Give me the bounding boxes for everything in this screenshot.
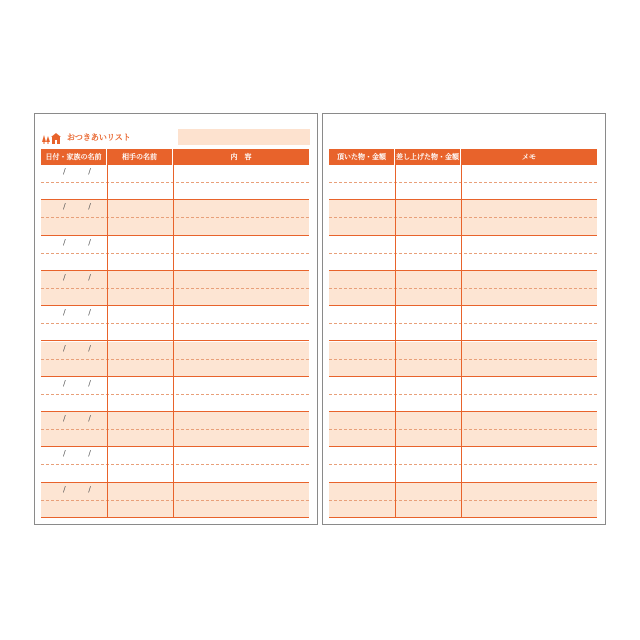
column-divider	[395, 165, 396, 518]
dotted-guide-line	[41, 288, 309, 289]
header-content: 内 容	[230, 153, 252, 161]
table-row[interactable]	[329, 447, 597, 482]
right-table-body	[329, 165, 597, 518]
dotted-guide-line	[41, 359, 309, 360]
dotted-guide-line	[41, 464, 309, 465]
table-row[interactable]	[41, 271, 309, 306]
table-row[interactable]	[329, 342, 597, 377]
house-icon	[41, 131, 63, 144]
date-slash-mark: / /	[63, 484, 101, 494]
table-row[interactable]	[41, 377, 309, 412]
left-page	[34, 113, 318, 525]
dotted-guide-line	[41, 253, 309, 254]
date-slash-mark: / /	[63, 449, 101, 459]
dotted-guide-line	[329, 429, 597, 430]
table-row[interactable]	[41, 483, 309, 518]
dotted-guide-line	[41, 182, 309, 183]
column-divider	[107, 165, 108, 518]
list-title	[41, 128, 131, 146]
dotted-guide-line	[329, 288, 597, 289]
table-row[interactable]	[329, 165, 597, 200]
dotted-guide-line	[329, 394, 597, 395]
header-memo: メモ	[522, 153, 536, 161]
date-slash-mark: / /	[63, 202, 101, 212]
column-divider	[173, 165, 174, 518]
date-slash-mark: / /	[63, 272, 101, 282]
table-row[interactable]	[41, 412, 309, 447]
date-slash-mark: / /	[63, 414, 101, 424]
dotted-guide-line	[329, 182, 597, 183]
header-received: 頂いた物・金額	[329, 149, 395, 165]
left-table-body	[41, 165, 309, 518]
table-row[interactable]	[41, 342, 309, 377]
header-partner-name: 相手の名前	[107, 149, 173, 165]
table-row[interactable]	[329, 271, 597, 306]
dotted-guide-line	[329, 464, 597, 465]
dotted-guide-line	[329, 253, 597, 254]
table-row[interactable]	[329, 236, 597, 271]
dotted-guide-line	[41, 217, 309, 218]
date-slash-mark: / /	[63, 237, 101, 247]
column-divider	[461, 165, 462, 518]
dotted-guide-line	[329, 500, 597, 501]
left-table-header	[41, 149, 309, 165]
dotted-guide-line	[41, 394, 309, 395]
table-row[interactable]	[41, 447, 309, 482]
date-slash-mark: / /	[63, 167, 101, 176]
dotted-guide-line	[41, 500, 309, 501]
table-row[interactable]	[329, 200, 597, 235]
dotted-guide-line	[41, 323, 309, 324]
right-table-header	[329, 149, 597, 165]
date-slash-mark: / /	[63, 308, 101, 318]
table-row[interactable]	[329, 483, 597, 518]
list-title-text: おつきあいリスト	[67, 132, 131, 142]
dotted-guide-line	[329, 323, 597, 324]
table-row[interactable]	[329, 412, 597, 447]
dotted-guide-line	[329, 359, 597, 360]
table-row[interactable]	[41, 236, 309, 271]
dotted-guide-line	[329, 217, 597, 218]
table-row[interactable]	[41, 165, 309, 200]
header-given: 差し上げた物・金額	[395, 149, 461, 165]
date-slash-mark: / /	[63, 343, 101, 353]
header-date-family: 日付・家族の名前	[41, 149, 107, 165]
table-row[interactable]	[41, 306, 309, 341]
table-row[interactable]	[41, 200, 309, 235]
date-slash-mark: / /	[63, 378, 101, 388]
dotted-guide-line	[41, 429, 309, 430]
table-row[interactable]	[329, 306, 597, 341]
right-page	[322, 113, 606, 525]
table-row[interactable]	[329, 377, 597, 412]
name-box[interactable]	[178, 129, 310, 145]
